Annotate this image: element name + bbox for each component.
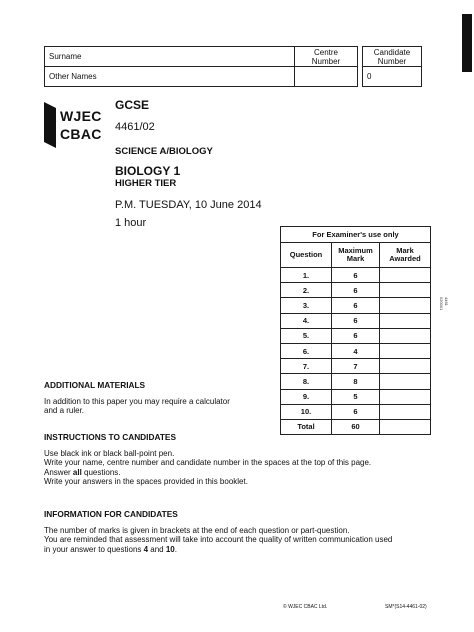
max-mark-value: 8 bbox=[332, 374, 380, 389]
page-edge-marker bbox=[462, 14, 472, 72]
qualification-level: GCSE bbox=[115, 98, 150, 112]
mark-awarded-cell[interactable] bbox=[380, 298, 431, 313]
side-barcode-text: 4461 020001 bbox=[439, 297, 449, 311]
candidate-details-table bbox=[44, 46, 422, 87]
examiner-table-row bbox=[281, 298, 431, 313]
question-number: 8. bbox=[281, 374, 332, 389]
surname-label: Surname bbox=[49, 52, 82, 61]
exam-duration: 1 hour bbox=[115, 217, 147, 229]
mark-awarded-cell[interactable] bbox=[380, 359, 431, 374]
examiner-table-row bbox=[281, 283, 431, 298]
max-mark-value: 6 bbox=[332, 313, 380, 328]
information-line: You are reminded that assessment will take into account the quality of written communication used bbox=[44, 535, 393, 544]
total-max-mark: 60 bbox=[332, 419, 380, 434]
tier-title: HIGHER TIER bbox=[115, 178, 177, 189]
question-number: 5. bbox=[281, 328, 332, 343]
candidate-number-header: Candidate Number bbox=[363, 47, 422, 67]
exam-date: P.M. TUESDAY, 10 June 2014 bbox=[115, 199, 262, 211]
question-number: 3. bbox=[281, 298, 332, 313]
mark-awarded-cell[interactable] bbox=[380, 389, 431, 404]
logo-text-cbac: CBAC bbox=[60, 126, 102, 142]
instruction-line: Write your answers in the spaces provided in this booklet. bbox=[44, 477, 248, 486]
additional-materials-line: In addition to this paper you may require a calculator bbox=[44, 396, 230, 406]
paper-title: BIOLOGY 1 bbox=[115, 164, 181, 178]
examiner-table-row bbox=[281, 313, 431, 328]
mark-awarded-cell[interactable] bbox=[380, 374, 431, 389]
paper-code: 4461/02 bbox=[115, 121, 155, 133]
additional-materials-line: and a ruler. bbox=[44, 406, 85, 415]
question-number: 10. bbox=[281, 404, 332, 419]
instruction-line: Use black ink or black ball-point pen. bbox=[44, 448, 175, 458]
max-mark-value: 7 bbox=[332, 359, 380, 374]
max-mark-value: 5 bbox=[332, 389, 380, 404]
max-mark-column-header: Maximum Mark bbox=[332, 243, 380, 268]
examiner-table-title: For Examiner's use only bbox=[281, 227, 431, 243]
surname-field[interactable] bbox=[45, 47, 295, 67]
centre-number-header: Centre Number bbox=[295, 47, 358, 67]
candidate-number-field[interactable] bbox=[363, 67, 422, 87]
information-line: The number of marks is given in brackets at the end of each question or part-question. bbox=[44, 525, 350, 535]
max-mark-value: 6 bbox=[332, 404, 380, 419]
centre-number-field[interactable] bbox=[295, 67, 358, 87]
mark-awarded-cell[interactable] bbox=[380, 268, 431, 283]
instruction-line: Write your name, centre number and candidate number in the spaces at the top of this page. bbox=[44, 458, 372, 467]
mark-awarded-cell[interactable] bbox=[380, 283, 431, 298]
additional-materials-section bbox=[44, 381, 230, 416]
question-number: 2. bbox=[281, 283, 332, 298]
max-mark-value: 6 bbox=[332, 328, 380, 343]
wjec-logo bbox=[44, 102, 100, 148]
mark-awarded-column-header: Mark Awarded bbox=[380, 243, 431, 268]
total-awarded-cell[interactable] bbox=[380, 419, 431, 434]
mark-awarded-cell[interactable] bbox=[380, 343, 431, 358]
information-section bbox=[44, 510, 392, 554]
examiner-table-row bbox=[281, 343, 431, 358]
instructions-section bbox=[44, 433, 371, 487]
question-number: 1. bbox=[281, 268, 332, 283]
question-column-header: Question bbox=[281, 243, 332, 268]
copyright-notice: © WJEC CBAC Ltd. bbox=[283, 604, 328, 610]
max-mark-value: 6 bbox=[332, 268, 380, 283]
other-names-field[interactable] bbox=[45, 67, 295, 87]
mark-awarded-cell[interactable] bbox=[380, 313, 431, 328]
mark-awarded-cell[interactable] bbox=[380, 404, 431, 419]
examiner-table-row bbox=[281, 374, 431, 389]
information-line: in your answer to questions 4 and 10. bbox=[44, 544, 177, 554]
max-mark-value: 6 bbox=[332, 298, 380, 313]
examiner-table-row bbox=[281, 328, 431, 343]
other-names-label: Other Names bbox=[49, 72, 97, 81]
max-mark-value: 4 bbox=[332, 343, 380, 358]
examiner-marks-table bbox=[280, 226, 431, 435]
information-heading: INFORMATION FOR CANDIDATES bbox=[44, 509, 178, 519]
candidate-number-value: 0 bbox=[367, 72, 372, 81]
logo-text-wjec: WJEC bbox=[60, 108, 102, 124]
instruction-line: Answer all questions. bbox=[44, 467, 121, 477]
document-reference: SM*(S14-4461-02) bbox=[385, 604, 427, 610]
question-number: 9. bbox=[281, 389, 332, 404]
examiner-table-row bbox=[281, 389, 431, 404]
question-number: 7. bbox=[281, 359, 332, 374]
examiner-table-row bbox=[281, 268, 431, 283]
question-number: 6. bbox=[281, 343, 332, 358]
max-mark-value: 6 bbox=[332, 283, 380, 298]
subject-title: SCIENCE A/BIOLOGY bbox=[115, 146, 213, 157]
examiner-table-row bbox=[281, 359, 431, 374]
instructions-heading: INSTRUCTIONS TO CANDIDATES bbox=[44, 432, 176, 442]
examiner-table-row bbox=[281, 404, 431, 419]
total-label: Total bbox=[281, 419, 332, 434]
mark-awarded-cell[interactable] bbox=[380, 328, 431, 343]
additional-materials-heading: ADDITIONAL MATERIALS bbox=[44, 380, 146, 390]
question-number: 4. bbox=[281, 313, 332, 328]
